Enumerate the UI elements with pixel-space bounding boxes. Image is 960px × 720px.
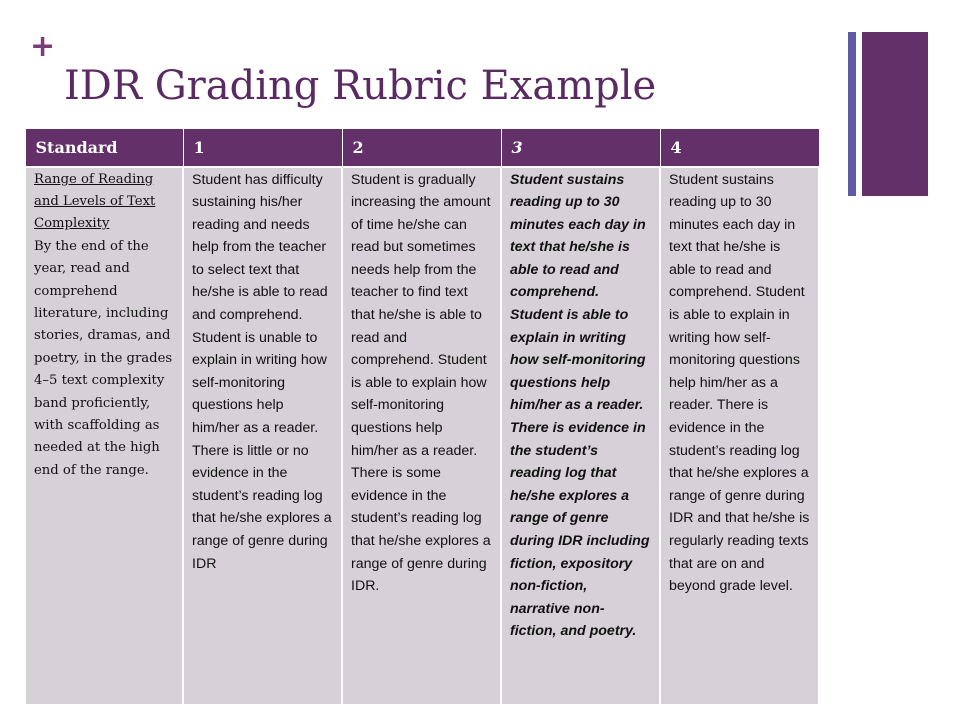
header-level-2: 2 [342, 129, 501, 167]
level-3-description: Student sustains reading up to 30 minutes each day in text that he/she is able to read and comprehend. Student is able to explain in writing how self-monitoring questions help him/her as a reader. There is evidence in the student’s reading log that he/she explores a range of genre during IDR including fiction, expository non-fiction, narrative non-fiction, and poetry. [510, 171, 650, 640]
header-level-1: 1 [183, 129, 342, 167]
header-row [25, 129, 819, 167]
header-level-4: 4 [660, 129, 819, 167]
accent-bar-wide [862, 32, 928, 196]
standard-description: By the end of the year, read and comprehend literature, including stories, dramas, and poetry, in the grades 4–5 text complexity band proficiently, with scaffolding as needed at the high end of the range. [34, 238, 173, 478]
header-standard: Standard [25, 129, 183, 167]
level-2-cell [342, 167, 501, 706]
level-4-description: Student sustains reading up to 30 minutes each day in text that he/she is able to read and comprehend. Student is able to explain in writing how self-monitoring questions help him/her as a reader. There is evidence in the student’s reading log that he/she explores a range of genre during IDR and that he/she is regularly reading texts that are on and beyond grade level. [669, 171, 810, 595]
standard-cell [25, 167, 183, 706]
table-row [25, 167, 819, 706]
page-title: IDR Grading Rubric Example [64, 63, 657, 109]
level-1-cell [183, 167, 342, 706]
header-level-3: 3 [501, 129, 660, 167]
level-3-cell [501, 167, 660, 706]
accent-bar-thin [848, 32, 856, 196]
level-1-description: Student has difficulty sustaining his/her reading and needs help from the teacher to select text that he/she is able to read and comprehend. Student is unable to explain in writing how self-monitoring questions help him/her as a reader. There is little or no evidence in the student’s reading log that he/she explores a range of genre during IDR [192, 171, 332, 572]
plus-icon: + [30, 29, 56, 64]
rubric-table [24, 128, 820, 706]
level-2-description: Student is gradually increasing the amount of time he/she can read but sometimes needs help from the teacher to find text that he/she is able to read and comprehend. Student is able to explain how self-monitoring questions help him/her as a reader. There is some evidence in the student’s reading log that he/she explores a range of genre during IDR. [351, 171, 491, 595]
standard-title: Range of Reading and Levels of Text Complexity [34, 171, 156, 232]
level-4-cell [660, 167, 819, 706]
